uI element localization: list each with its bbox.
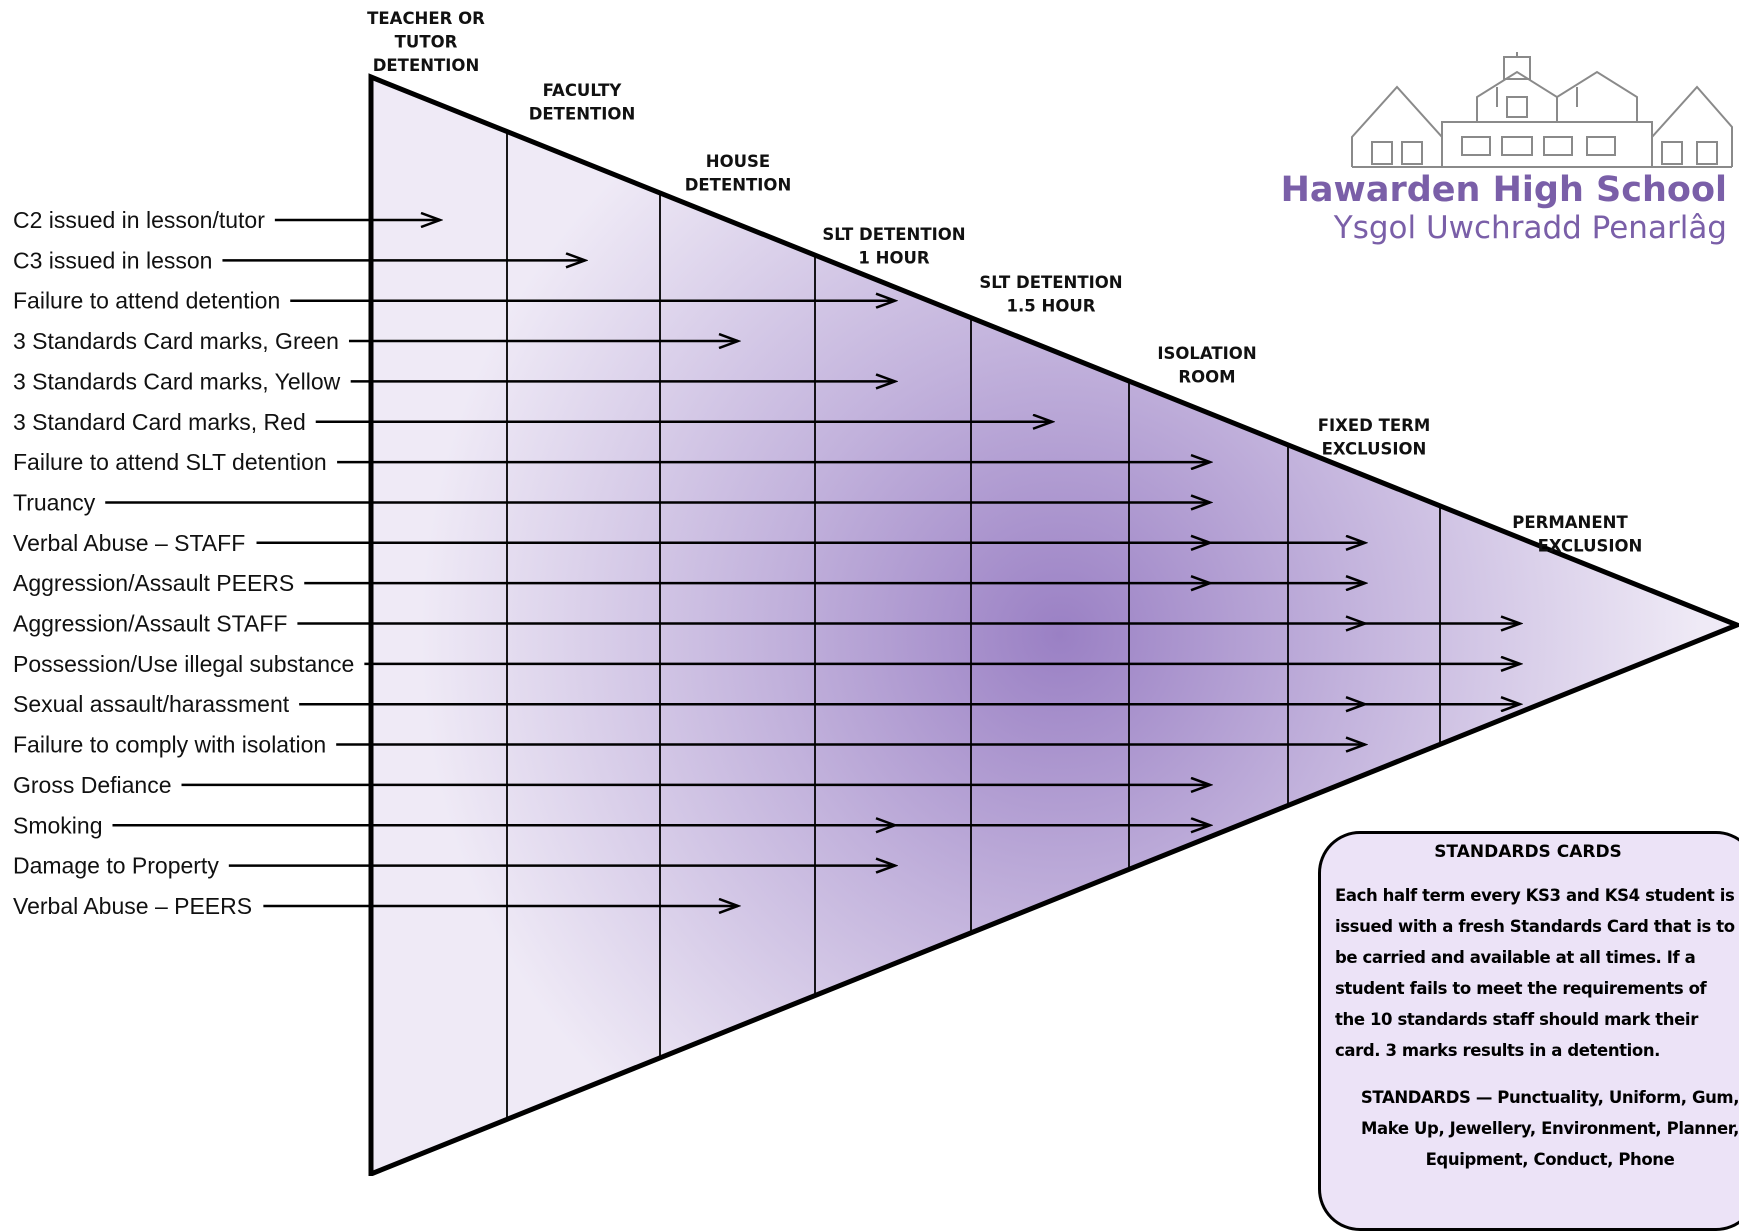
behaviour-label: Failure to comply with isolation — [13, 731, 327, 758]
behaviour-label: Verbal Abuse – STAFF — [13, 529, 246, 556]
stage-label-line: FIXED TERM — [1317, 416, 1431, 435]
behaviour-label: Gross Defiance — [13, 771, 172, 798]
standards-card-title: STANDARDS CARDS — [1434, 842, 1622, 862]
stage-label-3 — [685, 152, 792, 195]
stage-label-line: PERMANENT — [1512, 513, 1628, 532]
stage-label-line: TEACHER OR — [367, 9, 485, 28]
stage-label-line: HOUSE — [705, 152, 771, 171]
stage-label-line: SLT DETENTION — [822, 225, 966, 244]
behaviour-label: Possession/Use illegal substance — [13, 650, 355, 677]
school-building-logo — [1352, 52, 1732, 167]
behaviour-label: C3 issued in lesson — [13, 247, 213, 274]
behaviour-label: Verbal Abuse – PEERS — [13, 892, 253, 919]
behaviour-label: Sexual assault/harassment — [13, 691, 290, 718]
stage-label-6 — [1157, 344, 1256, 387]
school-name: Hawarden High School — [1280, 170, 1727, 210]
stage-label-line: ISOLATION — [1157, 344, 1257, 363]
behaviour-label: Aggression/Assault PEERS — [13, 570, 295, 597]
behaviour-label: C2 issued in lesson/tutor — [13, 207, 265, 233]
behaviour-label: Smoking — [13, 812, 103, 839]
stage-label-4 — [822, 225, 965, 268]
stage-label-line: DETENTION — [372, 56, 480, 75]
stage-label-line: DETENTION — [528, 104, 636, 124]
stage-label-line: EXCLUSION — [1321, 439, 1427, 459]
stage-label-1 — [367, 9, 485, 75]
stage-label-line: SLT DETENTION — [979, 273, 1123, 292]
stage-label-line: EXCLUSION — [1537, 536, 1643, 556]
stage-label-line: DETENTION — [684, 175, 792, 195]
standards-card-body: Each half term every KS3 and KS4 student is issued with a fresh Standards Card that is to be carried and available at all times. If a student fails to meet the requirements of the 10 standards staff should mark their card. 3 marks results in a detention. — [1335, 886, 1735, 1060]
stage-label-line: 1.5 HOUR — [1006, 296, 1096, 316]
behaviour-label: 3 Standards Card marks, Yellow — [13, 368, 341, 395]
stage-label-2 — [529, 81, 636, 124]
stage-label-line: ROOM — [1178, 367, 1236, 387]
behaviour-label: Truancy — [13, 489, 96, 516]
stage-label-5 — [979, 273, 1122, 316]
behaviour-label: Aggression/Assault STAFF — [13, 610, 288, 637]
standards-list: STANDARDS — Punctuality, Uniform, Gum, Make Up, Jewellery, Environment, Planner, Equipment, Conduct, Phone — [1360, 1088, 1739, 1169]
standards-card-box — [1318, 831, 1739, 1231]
stage-label-line: FACULTY — [542, 81, 622, 100]
behaviour-label: Failure to attend SLT detention — [13, 449, 327, 476]
behaviour-label: 3 Standards Card marks, Green — [13, 328, 339, 355]
school-name-welsh: Ysgol Uwchradd Penarlâg — [1333, 210, 1727, 246]
behaviour-label: Damage to Property — [13, 852, 219, 879]
behaviour-label: 3 Standard Card marks, Red — [13, 408, 306, 435]
behaviour-label: Failure to attend detention — [13, 287, 281, 314]
stage-label-line: TUTOR — [394, 32, 458, 52]
stage-label-7 — [1318, 416, 1431, 459]
stage-label-line: 1 HOUR — [858, 248, 930, 268]
